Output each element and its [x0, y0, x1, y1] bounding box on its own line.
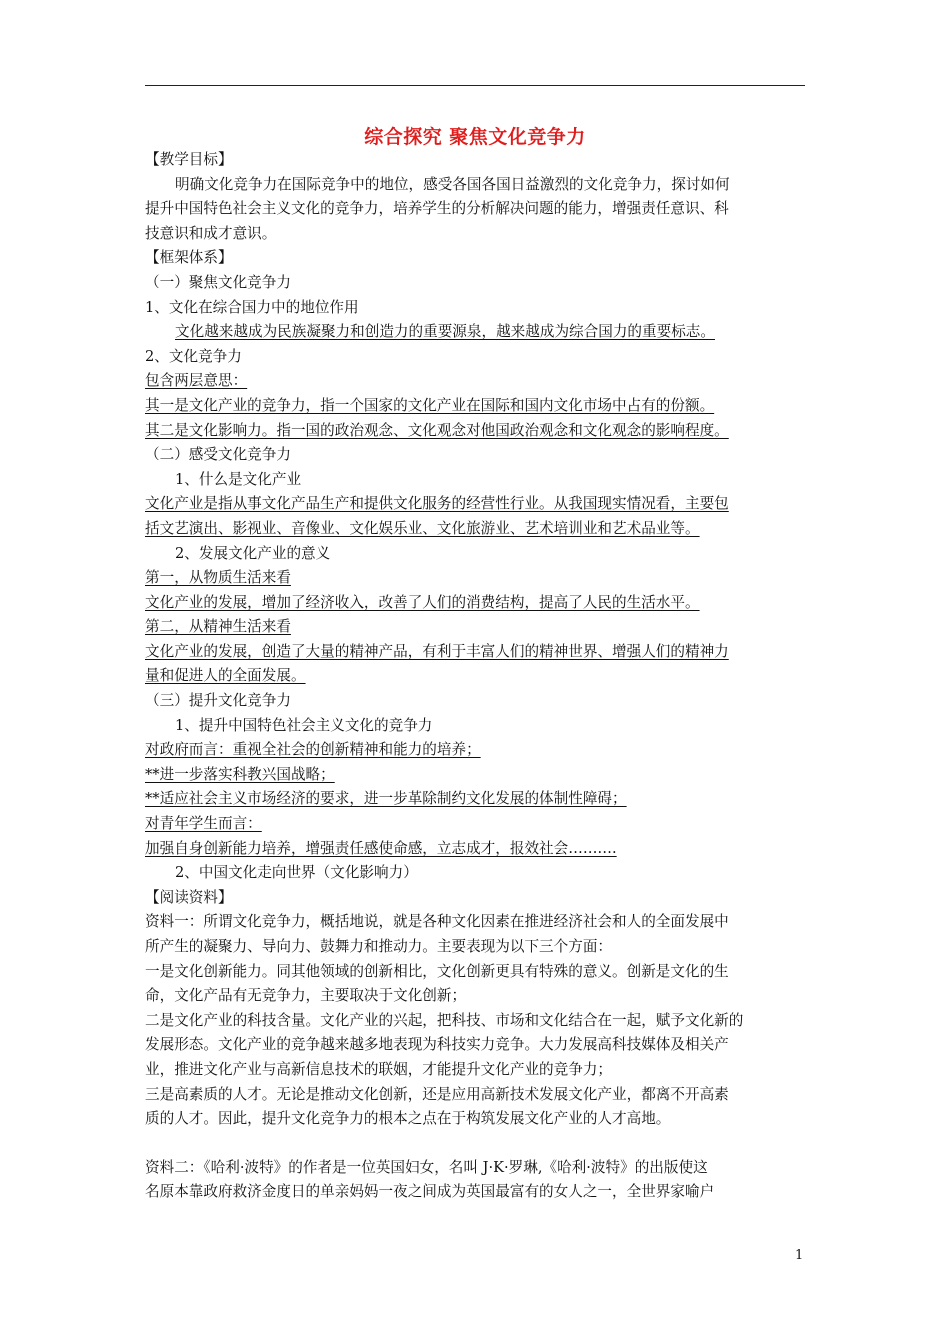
text-line: 技意识和成才意识。 — [145, 224, 277, 242]
text-line: 所产生的凝聚力、导向力、鼓舞力和推动力。主要表现为以下三个方面： — [145, 938, 613, 955]
text-line: 【阅读资料】 — [145, 888, 233, 906]
text-line: 第一，从物质生活来看 — [145, 569, 291, 587]
text-line: （一）聚焦文化竞争力 — [145, 273, 291, 291]
text-line: 【框架体系】 — [145, 249, 233, 267]
text-line: 加强自身创新能力培养，增强责任感使命感，立志成才，报效社会………. — [145, 839, 617, 857]
text-line: 其二是文化影响力。指一国的政治观念、文化观念对他国政治观念和文化观念的影响程度。 — [145, 421, 729, 439]
text-line: 量和促进人的全面发展。 — [145, 667, 306, 685]
text-line: 1、文化在综合国力中的地位作用 — [145, 298, 359, 316]
text-line: （二）感受文化竞争力 — [145, 446, 291, 464]
text-line: 明确文化竞争力在国际竞争中的地位，感受各国各国日益激烈的文化竞争力，探讨如何 — [175, 175, 730, 193]
text-line: 业，推进文化产业与高新信息技术的联姻，才能提升文化产业的竞争力； — [145, 1060, 613, 1078]
text-line: 命，文化产品有无竞争力，主要取决于文化创新； — [145, 987, 467, 1005]
text-line: 2、发展文化产业的意义 — [175, 544, 331, 562]
text-line: 二是文化产业的科技含量。文化产业的兴起，把科技、市场和文化结合在一起，赋予文化新的 — [145, 1011, 744, 1029]
document-body — [145, 148, 810, 1205]
text-line: 1、提升中国特色社会主义文化的竞争力 — [175, 716, 433, 734]
text-line — [145, 1132, 810, 1156]
text-line: 括文艺演出、影视业、音像业、文化娱乐业、文化旅游业、艺术培训业和艺术品业等。 — [145, 519, 700, 537]
text-line: **适应社会主义市场经济的要求，进一步革除制约文化发展的体制性障碍； — [145, 790, 627, 808]
document-title: 综合探究 聚焦文化竞争力 — [364, 126, 586, 148]
page-number: 1 — [795, 1248, 804, 1263]
text-line: 三是高素质的人才。无论是推动文化创新，还是应用高新技术发展文化产业，都离不开高素 — [145, 1085, 729, 1103]
text-line: 1、什么是文化产业 — [175, 470, 302, 488]
text-line: 第二，从精神生活来看 — [145, 618, 291, 636]
text-line: 质的人才。因此，提升文化竞争力的根本之点在于构筑发展文化产业的人才高地。 — [145, 1110, 671, 1128]
text-line: 2、中国文化走向世界（文化影响力） — [175, 864, 418, 882]
text-line: 名原本靠政府救济金度日的单亲妈妈一夜之间成为英国最富有的女人之一，全世界家喻户 — [145, 1183, 715, 1201]
text-line: 包含两层意思： — [145, 372, 248, 390]
text-line: 一是文化创新能力。同其他领域的创新相比，文化创新更具有特殊的意义。创新是文化的生 — [145, 962, 729, 980]
text-line: 文化产业的发展，增加了经济收入，改善了人们的消费结构，提高了人民的生活水平。 — [145, 593, 700, 611]
text-line: 对青年学生而言： — [145, 815, 262, 833]
text-line: （三）提升文化竞争力 — [145, 692, 291, 710]
text-line: 【教学目标】 — [145, 151, 233, 168]
header-rule — [145, 85, 805, 86]
text-line: 2、文化竞争力 — [145, 347, 242, 365]
text-line: 对政府而言：重视全社会的创新精神和能力的培养； — [145, 741, 481, 759]
text-line: 文化产业的发展，创造了大量的精神产品，有利于丰富人们的精神世界、增强人们的精神力 — [145, 642, 729, 660]
text-line: 资料一：所谓文化竞争力，概括地说，就是各种文化因素在推进经济社会和人的全面发展中 — [145, 913, 729, 931]
text-line: 发展形态。文化产业的竞争越来越多地表现为科技实力竞争。大力发展高科技媒体及相关产 — [145, 1036, 729, 1054]
text-line: 提升中国特色社会主义文化的竞争力，培养学生的分析解决问题的能力，增强责任意识、科 — [145, 200, 729, 218]
text-line: 文化产业是指从事文化产品生产和提供文化服务的经营性行业。从我国现实情况看，主要包 — [145, 495, 729, 513]
text-line: **进一步落实科教兴国战略； — [145, 765, 335, 783]
text-line: 资料二：《哈利·波特》的作者是一位英国妇女，名叫 J·K·罗琳,《哈利·波特》的出版使这 — [145, 1158, 708, 1176]
text-line: 文化越来越成为民族凝聚力和创造力的重要源泉，越来越成为综合国力的重要标志。 — [175, 323, 715, 341]
text-line: 其一是文化产业的竞争力，指一个国家的文化产业在国际和国内文化市场中占有的份额。 — [145, 396, 715, 414]
